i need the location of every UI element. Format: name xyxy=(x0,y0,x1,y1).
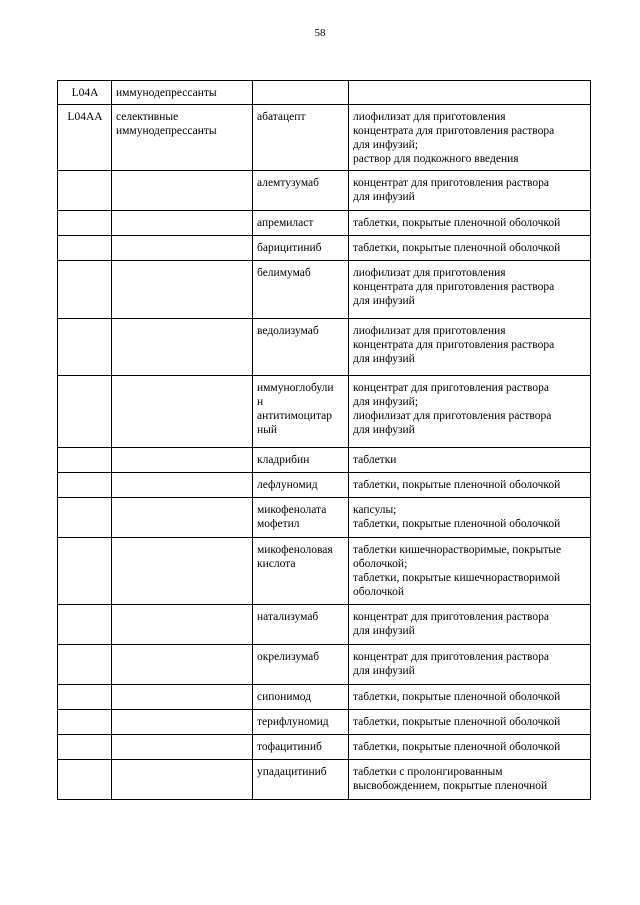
dosage-form-cell: таблетки, покрытые пленочной оболочкой xyxy=(349,735,591,760)
atc-code-cell xyxy=(58,498,112,538)
table-row xyxy=(58,105,591,171)
dosage-form-cell: таблетки с пролонгированным высвобождением, покрытые пленочной xyxy=(349,760,591,800)
atc-code-cell: L04A xyxy=(58,81,112,105)
group-name-cell xyxy=(112,498,253,538)
dosage-form-cell: лиофилизат для приготовления концентрата для приготовления раствора для инфузий xyxy=(349,319,591,376)
table-row xyxy=(58,710,591,735)
table-row xyxy=(58,498,591,538)
drug-name-cell: сипонимод xyxy=(253,685,349,710)
table-row xyxy=(58,735,591,760)
dosage-form-cell: таблетки, покрытые пленочной оболочкой xyxy=(349,710,591,735)
group-name-cell xyxy=(112,211,253,236)
drug-name-cell: барицитиниб xyxy=(253,236,349,261)
dosage-form-cell: таблетки, покрытые пленочной оболочкой xyxy=(349,236,591,261)
table-row xyxy=(58,81,591,105)
atc-code-cell xyxy=(58,473,112,498)
atc-code-cell xyxy=(58,645,112,685)
group-name-cell xyxy=(112,538,253,605)
group-name-cell xyxy=(112,319,253,376)
table-row xyxy=(58,319,591,376)
table-row xyxy=(58,261,591,319)
atc-code-cell xyxy=(58,261,112,319)
dosage-form-cell: таблетки, покрытые пленочной оболочкой xyxy=(349,473,591,498)
dosage-form-cell: лиофилизат для приготовления концентрата для приготовления раствора для инфузий; раствор для подкожного введения xyxy=(349,105,591,171)
drug-name-cell: иммуноглобули н антитимоцитар ный xyxy=(253,376,349,448)
drug-table xyxy=(57,80,591,800)
drug-name-cell: абатацепт xyxy=(253,105,349,171)
group-name-cell xyxy=(112,735,253,760)
dosage-form-cell: концентрат для приготовления раствора для инфузий xyxy=(349,605,591,645)
table-row xyxy=(58,211,591,236)
table-row xyxy=(58,605,591,645)
group-name-cell xyxy=(112,605,253,645)
drug-name-cell: алемтузумаб xyxy=(253,171,349,211)
table-row xyxy=(58,685,591,710)
atc-code-cell xyxy=(58,236,112,261)
table-row xyxy=(58,376,591,448)
drug-name-cell: тофацитиниб xyxy=(253,735,349,760)
dosage-form-cell: концентрат для приготовления раствора для инфузий; лиофилизат для приготовления раствора для инфузий xyxy=(349,376,591,448)
page-number: 58 xyxy=(314,27,326,39)
atc-code-cell xyxy=(58,605,112,645)
group-name-cell xyxy=(112,685,253,710)
table-row xyxy=(58,448,591,473)
group-name-cell xyxy=(112,171,253,211)
atc-code-cell xyxy=(58,448,112,473)
drug-name-cell: белимумаб xyxy=(253,261,349,319)
group-name-cell xyxy=(112,236,253,261)
drug-name-cell xyxy=(253,81,349,105)
drug-name-cell: терифлуномид xyxy=(253,710,349,735)
atc-code-cell: L04AA xyxy=(58,105,112,171)
table-row xyxy=(58,760,591,800)
table-row xyxy=(58,473,591,498)
dosage-form-cell: таблетки кишечнорастворимые, покрытые оболочкой; таблетки, покрытые кишечнорастворимой оболочкой xyxy=(349,538,591,605)
group-name-cell xyxy=(112,473,253,498)
atc-code-cell xyxy=(58,319,112,376)
group-name-cell: иммунодепрессанты xyxy=(112,81,253,105)
atc-code-cell xyxy=(58,211,112,236)
group-name-cell: селективные иммунодепрессанты xyxy=(112,105,253,171)
table-row xyxy=(58,645,591,685)
drug-name-cell: кладрибин xyxy=(253,448,349,473)
table-row xyxy=(58,236,591,261)
table-row xyxy=(58,538,591,605)
group-name-cell xyxy=(112,645,253,685)
dosage-form-cell: таблетки, покрытые пленочной оболочкой xyxy=(349,685,591,710)
dosage-form-cell xyxy=(349,81,591,105)
atc-code-cell xyxy=(58,710,112,735)
dosage-form-cell: таблетки, покрытые пленочной оболочкой xyxy=(349,211,591,236)
table-row xyxy=(58,171,591,211)
atc-code-cell xyxy=(58,685,112,710)
group-name-cell xyxy=(112,376,253,448)
atc-code-cell xyxy=(58,735,112,760)
drug-name-cell: упадацитиниб xyxy=(253,760,349,800)
group-name-cell xyxy=(112,261,253,319)
drug-name-cell: натализумаб xyxy=(253,605,349,645)
drug-name-cell: ведолизумаб xyxy=(253,319,349,376)
group-name-cell xyxy=(112,710,253,735)
drug-name-cell: апремиласт xyxy=(253,211,349,236)
dosage-form-cell: концентрат для приготовления раствора для инфузий xyxy=(349,171,591,211)
drug-name-cell: лефлуномид xyxy=(253,473,349,498)
table-body xyxy=(58,81,591,800)
drug-name-cell: окрелизумаб xyxy=(253,645,349,685)
dosage-form-cell: таблетки xyxy=(349,448,591,473)
atc-code-cell xyxy=(58,538,112,605)
drug-name-cell: микофенолата мофетил xyxy=(253,498,349,538)
dosage-form-cell: концентрат для приготовления раствора для инфузий xyxy=(349,645,591,685)
group-name-cell xyxy=(112,448,253,473)
dosage-form-cell: капсулы; таблетки, покрытые пленочной оболочкой xyxy=(349,498,591,538)
dosage-form-cell: лиофилизат для приготовления концентрата для приготовления раствора для инфузий xyxy=(349,261,591,319)
drug-name-cell: микофеноловая кислота xyxy=(253,538,349,605)
atc-code-cell xyxy=(58,376,112,448)
group-name-cell xyxy=(112,760,253,800)
atc-code-cell xyxy=(58,760,112,800)
atc-code-cell xyxy=(58,171,112,211)
